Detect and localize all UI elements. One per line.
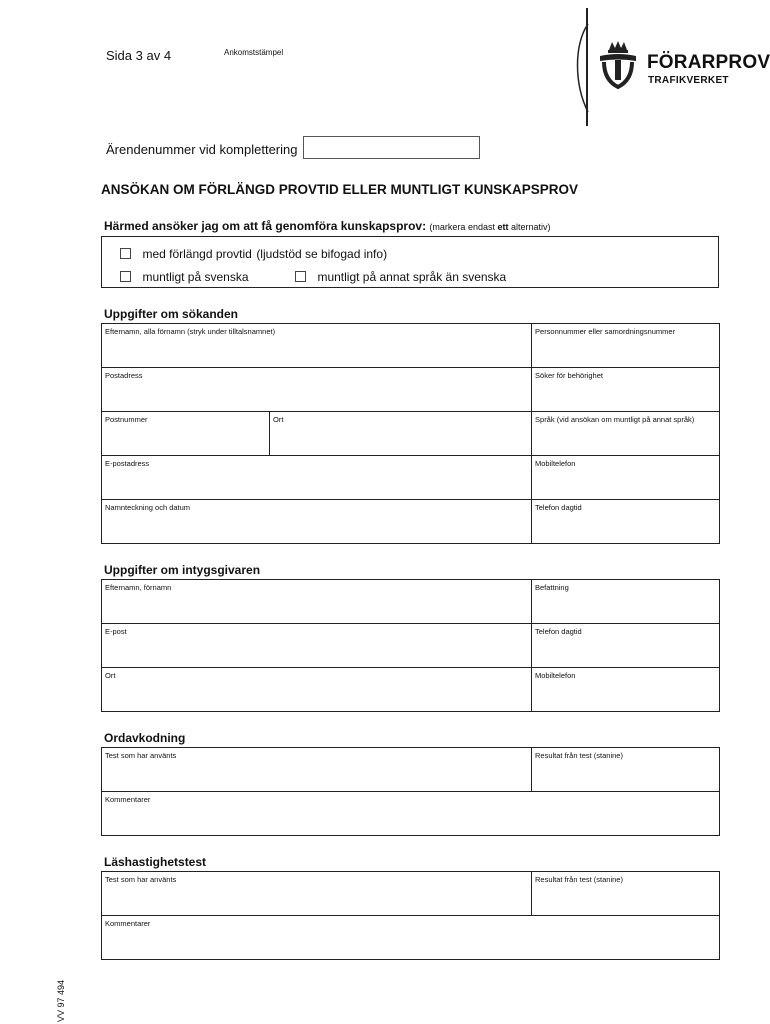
applicant-address-field[interactable]: Postadress [102, 368, 532, 412]
extended-time-note: (ljudstöd se bifogad info) [256, 247, 388, 261]
case-number-field[interactable] [303, 136, 480, 159]
case-number-label: Ärendenummer vid komplettering [106, 142, 298, 157]
certifier-table [101, 579, 720, 712]
applicant-phone-field[interactable]: Telefon dagtid [532, 500, 720, 544]
applicant-personal-number-field[interactable]: Personnummer eller samordningsnummer [532, 324, 720, 368]
arrival-stamp-label: Ankomststämpel [224, 48, 284, 57]
reading-speed-section-title: Läshastighetstest [104, 855, 207, 869]
certifier-position-field[interactable]: Befattning [532, 580, 720, 624]
form-code: VV 97 494 [56, 979, 66, 1022]
applicant-language-field[interactable]: Språk (vid ansökan om muntligt på annat språk) [532, 412, 720, 456]
certifier-mobile-field[interactable]: Mobiltelefon [532, 668, 720, 712]
applicant-email-field[interactable]: E-postadress [102, 456, 532, 500]
logo-brand: FÖRARPROV [647, 52, 770, 73]
decoding-table [101, 747, 720, 836]
applicant-signature-field[interactable]: Namnteckning och datum [102, 500, 532, 544]
decoding-section-title: Ordavkodning [104, 731, 186, 745]
applicant-section-title: Uppgifter om sökanden [104, 307, 239, 321]
reading-speed-comments-field[interactable]: Kommentarer [102, 916, 720, 960]
decoding-test-field[interactable]: Test som har använts [102, 748, 532, 792]
option-extended [120, 245, 387, 263]
applicant-postal-code-field[interactable]: Postnummer [102, 412, 270, 456]
application-instruction [104, 219, 551, 233]
option-oral-swedish [120, 268, 249, 286]
certifier-section-title: Uppgifter om intygsgivaren [104, 563, 261, 577]
logo-subtitle: TRAFIKVERKET [648, 75, 729, 86]
form-title: ANSÖKAN OM FÖRLÄNGD PROVTID ELLER MUNTLIGT KUNSKAPSPROV [101, 182, 579, 197]
applicant-city-field[interactable]: Ort [270, 412, 532, 456]
decoding-comments-field[interactable]: Kommentarer [102, 792, 720, 836]
crowned-emblem-icon [596, 40, 640, 90]
applicant-mobile-field[interactable]: Mobiltelefon [532, 456, 720, 500]
oral-other-language-label: muntligt på annat språk än svenska [317, 270, 507, 284]
logo-arc [572, 24, 592, 114]
oral-other-language-checkbox[interactable] [295, 271, 306, 282]
reading-speed-test-field[interactable]: Test som har använts [102, 872, 532, 916]
applicant-license-field[interactable]: Söker för behörighet [532, 368, 720, 412]
oral-swedish-checkbox[interactable] [120, 271, 131, 282]
applicant-name-field[interactable]: Efternamn, alla förnamn (stryk under tilltalsnamnet) [102, 324, 532, 368]
certifier-email-field[interactable]: E-post [102, 624, 532, 668]
oral-swedish-label: muntligt på svenska [142, 270, 249, 284]
certifier-phone-field[interactable]: Telefon dagtid [532, 624, 720, 668]
reading-speed-result-field[interactable]: Resultat från test (stanine) [532, 872, 720, 916]
application-lead: Härmed ansöker jag om att få genomföra kunskapsprov: [104, 219, 427, 233]
extended-time-checkbox[interactable] [120, 248, 131, 259]
certifier-city-field[interactable]: Ort [102, 668, 532, 712]
option-oral-other-language [295, 268, 506, 286]
page-number: Sida 3 av 4 [106, 48, 172, 63]
decoding-result-field[interactable]: Resultat från test (stanine) [532, 748, 720, 792]
application-note: (markera endast ett alternativ) [429, 222, 551, 232]
reading-speed-table [101, 871, 720, 960]
applicant-table [101, 323, 720, 544]
certifier-name-field[interactable]: Efternamn, förnamn [102, 580, 532, 624]
extended-time-label: med förlängd provtid [142, 247, 252, 261]
